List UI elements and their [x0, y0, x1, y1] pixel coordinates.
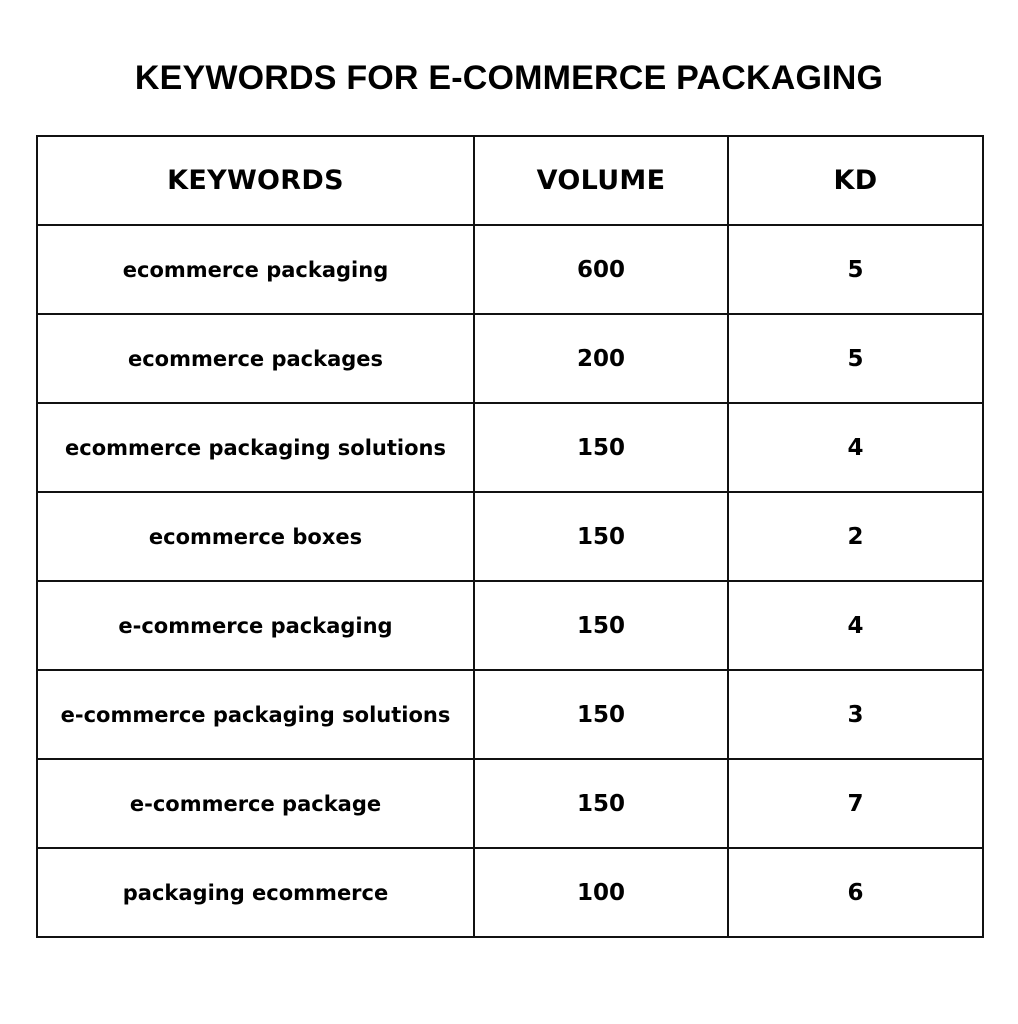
header-kd: KD [728, 136, 983, 225]
table-row [37, 225, 983, 314]
header-volume: VOLUME [474, 136, 728, 225]
keyword-cell: e-commerce packaging [37, 581, 474, 670]
volume-cell: 150 [474, 670, 728, 759]
page-title: KEYWORDS FOR E-COMMERCE PACKAGING [134, 59, 884, 97]
keyword-cell: ecommerce packaging solutions [37, 403, 474, 492]
kd-cell: 4 [728, 403, 983, 492]
kd-cell: 7 [728, 759, 983, 848]
volume-cell: 150 [474, 759, 728, 848]
table-row [37, 403, 983, 492]
keyword-cell: e-commerce package [37, 759, 474, 848]
table-row [37, 670, 983, 759]
kd-cell: 5 [728, 314, 983, 403]
keyword-cell: ecommerce packages [37, 314, 474, 403]
volume-cell: 150 [474, 492, 728, 581]
kd-cell: 3 [728, 670, 983, 759]
table-row [37, 492, 983, 581]
table-row [37, 759, 983, 848]
volume-cell: 600 [474, 225, 728, 314]
volume-cell: 150 [474, 581, 728, 670]
header-keywords: KEYWORDS [37, 136, 474, 225]
keywords-table [36, 135, 984, 938]
kd-cell: 5 [728, 225, 983, 314]
keyword-cell: ecommerce boxes [37, 492, 474, 581]
kd-cell: 4 [728, 581, 983, 670]
volume-cell: 100 [474, 848, 728, 937]
table-header-row [37, 136, 983, 225]
table-row [37, 581, 983, 670]
kd-cell: 2 [728, 492, 983, 581]
kd-cell: 6 [728, 848, 983, 937]
volume-cell: 200 [474, 314, 728, 403]
table-row [37, 848, 983, 937]
volume-cell: 150 [474, 403, 728, 492]
keyword-cell: ecommerce packaging [37, 225, 474, 314]
keyword-cell: packaging ecommerce [37, 848, 474, 937]
table-row [37, 314, 983, 403]
keyword-cell: e-commerce packaging solutions [37, 670, 474, 759]
